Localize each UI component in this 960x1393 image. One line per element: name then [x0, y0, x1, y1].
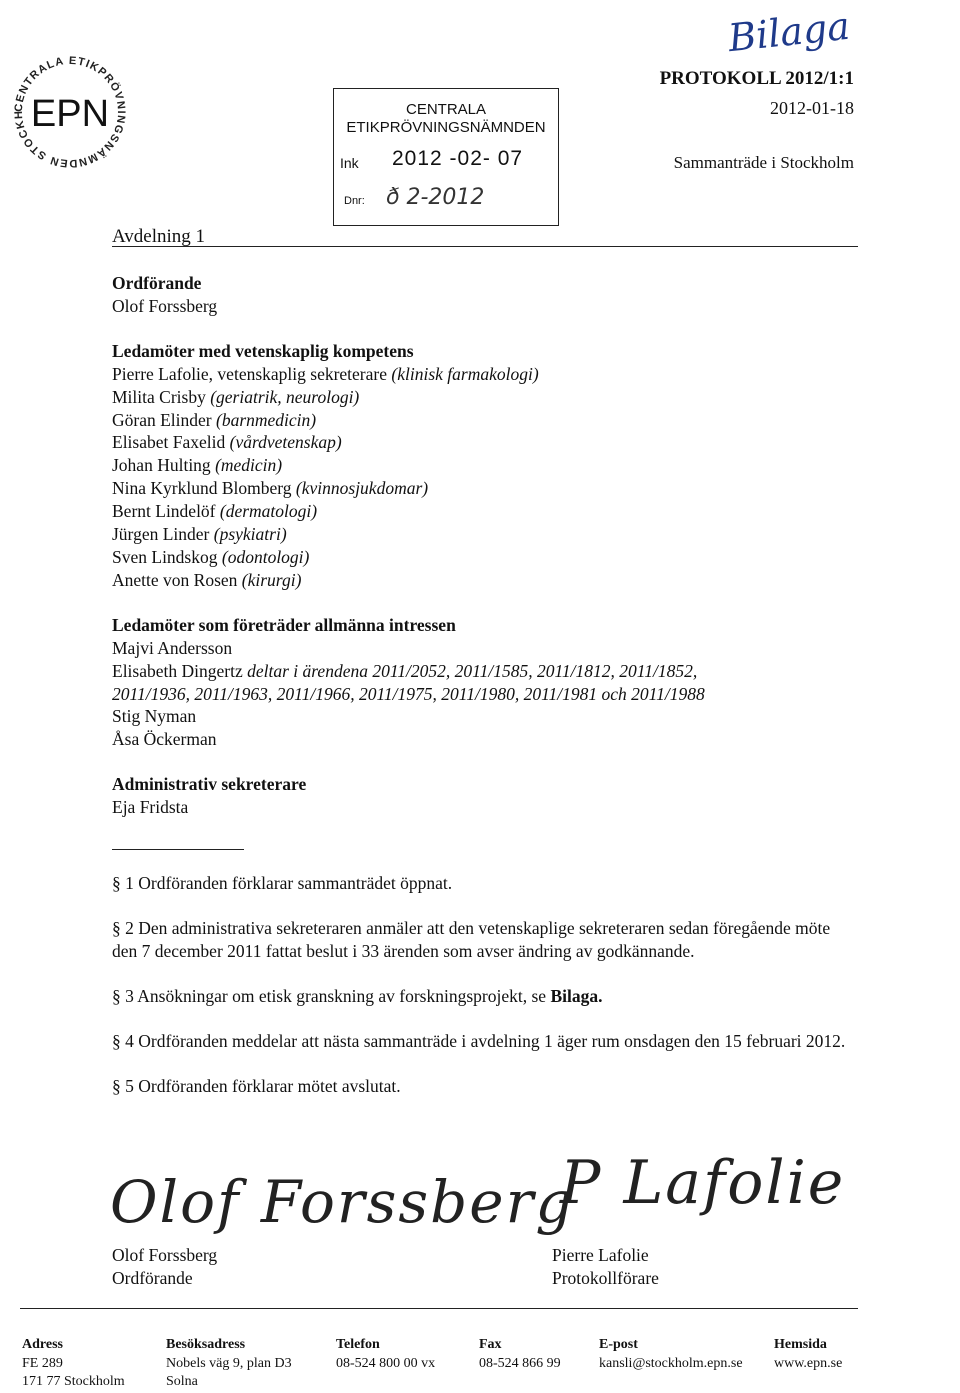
member-name: Göran Elinder	[112, 409, 212, 430]
member-row	[112, 431, 852, 454]
header-divider	[112, 246, 858, 247]
protocol-body	[112, 272, 852, 1119]
epn-seal-icon	[8, 50, 132, 174]
received-stamp	[333, 88, 559, 226]
section-3	[112, 985, 852, 1008]
handwritten-note: Bilaga	[726, 3, 852, 61]
chair-heading: Ordförande	[112, 273, 202, 293]
member-name: Elisabet Faxelid	[112, 432, 226, 453]
section-number: § 3	[112, 985, 134, 1006]
member-row	[112, 500, 852, 523]
footer-heading: Adress	[22, 1337, 63, 1352]
member-name: Pierre Lafolie, vetenskaplig sekreterare	[112, 363, 388, 384]
footer-heading: Fax	[479, 1337, 502, 1352]
section-number: § 1	[112, 873, 134, 894]
footer-value: 08-524 800 00 vx	[336, 1355, 436, 1371]
stamp-line-2: ETIKPRÖVNINGSNÄMNDEN	[346, 119, 546, 136]
public-member: Majvi Andersson	[112, 637, 233, 658]
member-row	[112, 569, 852, 592]
member-field: (geriatrik, neurologi)	[210, 386, 360, 407]
member-row	[112, 454, 852, 477]
scientific-heading: Ledamöter med vetenskaplig kompetens	[112, 340, 414, 361]
case-list: 2011/1936, 2011/1963, 2011/1966, 2011/1975, 2011/1980, 2011/1981 och 2011/1988	[112, 683, 705, 704]
footer-address	[22, 1336, 125, 1392]
member-name: Jürgen Linder	[112, 524, 210, 545]
member-field: (vårdvetenskap)	[229, 432, 342, 453]
member-row	[112, 523, 852, 546]
member-name: Nina Kyrklund Blomberg	[112, 478, 292, 499]
member-field: (medicin)	[215, 455, 283, 476]
member-field: (kirurgi)	[241, 569, 302, 590]
stamp-ink-label: Ink	[340, 155, 359, 171]
footer-heading: E-post	[599, 1337, 638, 1352]
member-field: (odontologi)	[221, 546, 310, 567]
member-name: Sven Lindskog	[112, 546, 218, 567]
stamp-dnr-label: Dnr:	[344, 195, 365, 207]
member-name: Bernt Lindelöf	[112, 501, 216, 522]
footer-visit	[166, 1336, 292, 1392]
protocol-date: 2012-01-18	[770, 98, 854, 118]
public-heading: Ledamöter som företräder allmänna intressen	[112, 614, 456, 635]
footer-heading: Hemsida	[774, 1337, 827, 1352]
section-text: Den administrativa sekreteraren anmäler att den vetenskaplige sekreteraren sedan föregående möte den 7 december 2011 fattat beslut i 33 ärenden som avser ändring av godkännande.	[112, 917, 831, 961]
section-text: Ordföranden förklarar mötet avslutat.	[138, 1075, 401, 1096]
member-field: (dermatologi)	[219, 501, 318, 522]
footer-phone	[336, 1336, 435, 1373]
division-title: Avdelning 1	[112, 226, 206, 247]
chair-signature-role: Ordförande	[112, 1267, 193, 1288]
attachment-ref: Bilaga.	[550, 985, 603, 1006]
footer-web-link[interactable]: www.epn.se	[774, 1355, 843, 1371]
footer-value: 171 77 Stockholm	[22, 1374, 125, 1389]
chair-signature-name: Olof Forssberg	[112, 1245, 218, 1265]
secretary-signature: P Lafolie	[560, 1148, 846, 1218]
section-number: § 2	[112, 917, 134, 938]
footer-value: Nobels väg 9, plan D3	[166, 1355, 292, 1371]
footer-value: FE 289	[22, 1355, 63, 1371]
stamp-line-1: CENTRALA	[405, 101, 487, 118]
section-2	[112, 917, 852, 963]
logo-text: EPN	[30, 93, 110, 135]
chair-signature-block	[112, 1244, 217, 1290]
member-row	[112, 409, 852, 432]
secretary-signature-role: Protokollförare	[552, 1267, 659, 1288]
section-4	[112, 1030, 852, 1053]
footer-web	[774, 1336, 842, 1373]
footer-heading: Telefon	[336, 1337, 380, 1352]
protocol-number: PROTOKOLL 2012/1:1	[659, 68, 854, 89]
footer-divider	[20, 1308, 858, 1309]
footer-value: 08-524 866 99	[479, 1355, 561, 1371]
member-name: Anette von Rosen	[112, 569, 238, 590]
member-field: (kvinnosjukdomar)	[295, 478, 429, 499]
logo-ring-text: CENTRALA ETIKPRÖVNINGSNÄMNDEN STOCKH	[12, 54, 128, 170]
footer-fax	[479, 1336, 561, 1373]
chair-signature: Olof Forssberg	[110, 1168, 575, 1236]
section-number: § 4	[112, 1030, 134, 1051]
stamp-dnr-value: ð 2-2012	[386, 185, 485, 210]
public-member: Åsa Öckerman	[112, 729, 217, 750]
meeting-location: Sammanträde i Stockholm	[673, 153, 854, 172]
footer-heading: Besöksadress	[166, 1337, 246, 1352]
member-field: (psykiatri)	[213, 524, 287, 545]
admin-name: Eja Fridsta	[112, 797, 189, 818]
public-member: Elisabeth Dingertz	[112, 660, 243, 681]
chair-name: Olof Forssberg	[112, 295, 218, 316]
case-list-cont	[112, 683, 852, 706]
member-field: (barnmedicin)	[216, 409, 317, 430]
member-name: Johan Hulting	[112, 455, 211, 476]
section-number: § 5	[112, 1075, 134, 1096]
section-text: Ordföranden meddelar att nästa sammanträde i avdelning 1 äger rum onsdagen den 15 februari 2012.	[138, 1030, 846, 1051]
member-row	[112, 363, 852, 386]
member-field: (klinisk farmakologi)	[391, 363, 539, 384]
stamp-ink-date: 2012 -02- 07	[392, 147, 524, 170]
member-row	[112, 386, 852, 409]
footer-email	[599, 1336, 743, 1373]
section-text: Ansökningar om etisk granskning av forskningsprojekt, se	[137, 985, 547, 1006]
secretary-signature-name: Pierre Lafolie	[552, 1245, 649, 1265]
section-text: Ordföranden förklarar sammanträdet öppnat.	[138, 873, 453, 894]
member-row	[112, 546, 852, 569]
footer-email-link[interactable]: kansli@stockholm.epn.se	[599, 1355, 743, 1371]
section-5	[112, 1075, 852, 1098]
public-member: Stig Nyman	[112, 706, 197, 727]
public-member-note	[112, 660, 852, 683]
admin-heading: Administrativ sekreterare	[112, 774, 307, 795]
secretary-signature-block	[552, 1244, 659, 1290]
section-divider	[112, 849, 244, 850]
footer-value: Solna	[166, 1374, 198, 1389]
section-1	[112, 872, 852, 895]
case-list: deltar i ärendena 2011/2052, 2011/1585, 2011/1812, 2011/1852,	[247, 660, 698, 681]
member-row	[112, 477, 852, 500]
member-name: Milita Crisby	[112, 386, 206, 407]
